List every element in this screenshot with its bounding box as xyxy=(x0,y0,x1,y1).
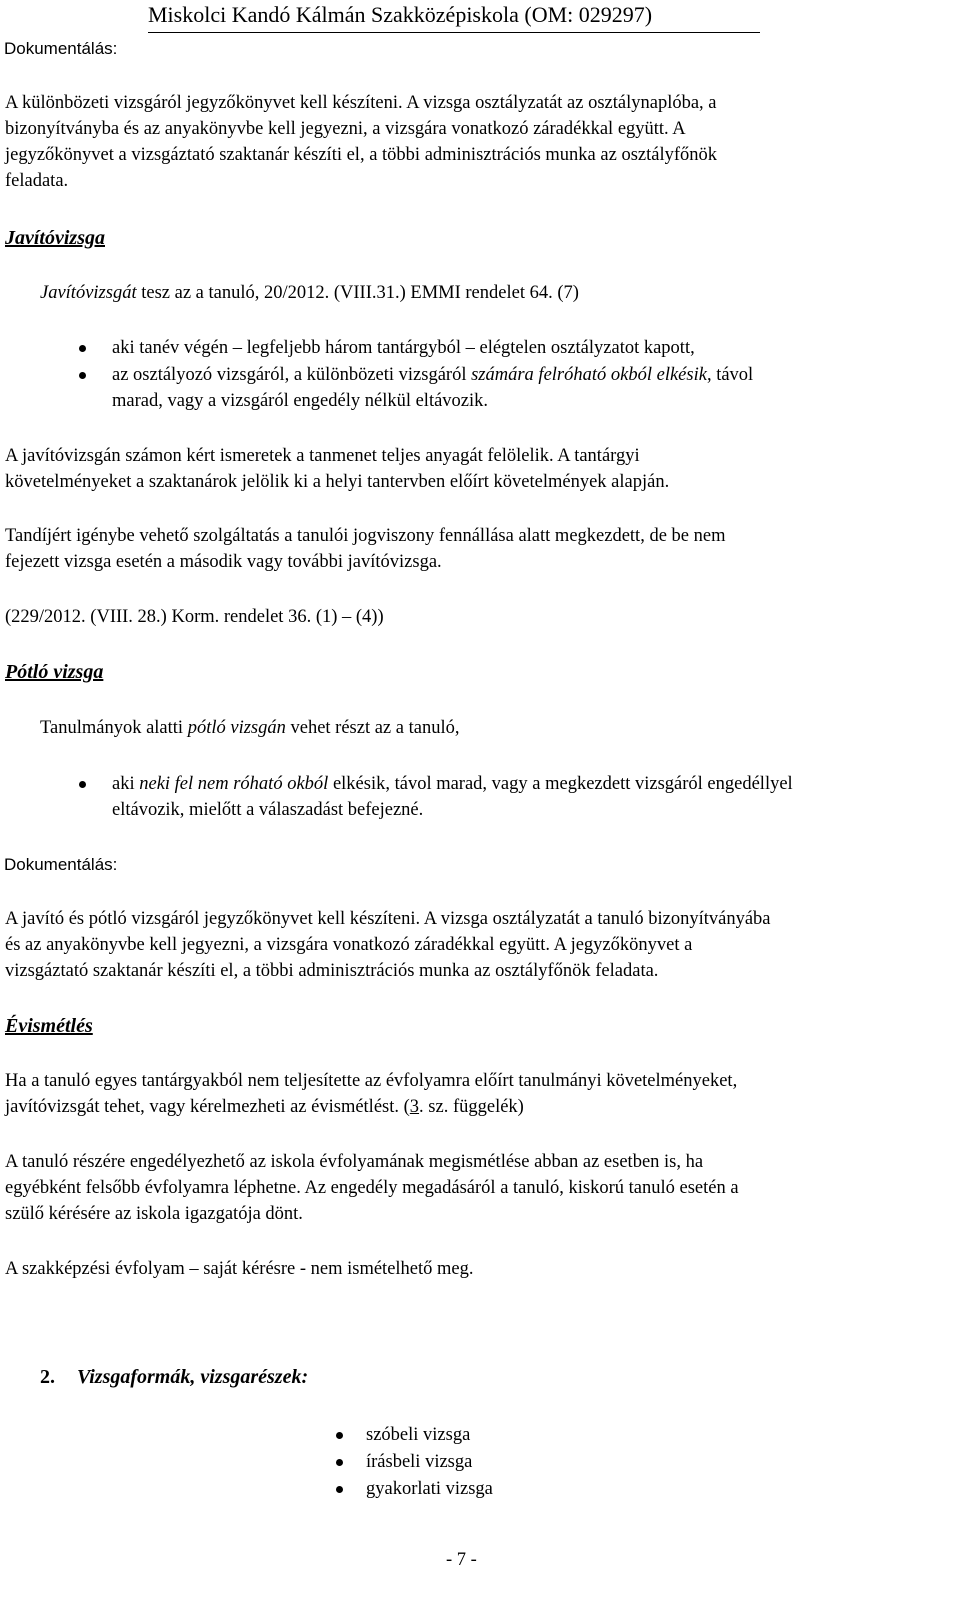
evismetles-p2-line3: szülő kérésére az iskola igazgatója dönt. xyxy=(5,1204,303,1224)
potlo-doc-line1: A javító és pótló vizsgáról jegyzőkönyvet kell készíteni. A vizsga osztályzatát a tanuló bizonyítványába xyxy=(5,909,771,929)
bullet-dot xyxy=(336,1486,343,1493)
bullet2-text: az osztályozó vizsgáról, a különbözeti vizsgáról xyxy=(112,365,472,385)
intro-line: feladata. xyxy=(5,171,69,191)
bullet-dot xyxy=(79,372,86,379)
evismetles-p2-line2: egyébként felsőbb évfolyamra léphetne. Az engedély megadásáról a tanuló, kiskorú tanuló esetén a xyxy=(5,1178,739,1198)
bullet-dot xyxy=(336,1459,343,1466)
potlo-bullet-italic: neki fel nem róható okból xyxy=(139,774,329,794)
potlo-bullet-line2: eltávozik, mielőtt a válaszadást befejezné. xyxy=(112,800,424,820)
evismetles-p2-line1: A tanuló részére engedélyezhető az iskola évfolyamának megismétlése abban az esetben is, ha xyxy=(5,1152,704,1172)
potlo-bullet-text: aki xyxy=(112,774,140,794)
javito-bullet-2-line2: marad, vagy a vizsgáról engedély nélkül eltávozik. xyxy=(112,391,489,411)
exam-form-item: írásbeli vizsga xyxy=(366,1452,473,1472)
javito-bullet-2 xyxy=(112,362,753,389)
intro-line: bizonyítványba és az anyakönyvbe kell jegyezni, a vizsgára vonatkozó záradékkal együtt. A xyxy=(5,119,686,139)
evismetles-p3: A szakképzési évfolyam – saját kérésre - nem ismételhető meg. xyxy=(5,1259,474,1279)
section-title: Vizsgaformák, vizsgarészek: xyxy=(77,1366,309,1388)
evismetles-p1-text-end: . sz. függelék) xyxy=(419,1097,524,1117)
potlo-bullet-text-end: elkésik, távol marad, vagy a megkezdett vizsgáról engedéllyel xyxy=(328,774,793,794)
javito-para1-line1: A javítóvizsgán számon kért ismeretek a tanmenet teljes anyagát felölelik. A tantárgyi xyxy=(5,446,640,466)
heading-javitovizsga: Javítóvizsga xyxy=(5,227,105,249)
exam-form-item: gyakorlati vizsga xyxy=(366,1479,493,1499)
javito-ref: (229/2012. (VIII. 28.) Korm. rendelet 36. (1) – (4)) xyxy=(5,607,384,627)
header-school-name: Miskolci Kandó Kálmán Szakközépiskola (OM: 029297) xyxy=(148,2,653,27)
javito-para1-line2: követelményeket a szaktanárok jelölik ki a helyi tantervben előírt követelmények alapján. xyxy=(5,472,670,492)
page-number: - 7 - xyxy=(446,1550,477,1570)
doc-label: Dokumentálás: xyxy=(4,39,118,58)
potlo-lead-italic: pótló vizsgán xyxy=(187,718,286,738)
potlo-lead-text-end: vehet részt az a tanuló, xyxy=(285,718,460,738)
javito-lead-rest: tesz az a tanuló, 20/2012. (VIII.31.) EMMI rendelet 64. (7) xyxy=(136,283,579,303)
potlo-doc-line2: és az anyakönyvbe kell jegyezni, a vizsgára vonatkozó záradékkal együtt. A jegyzőkönyvet a xyxy=(5,935,693,955)
javito-lead-italic: Javítóvizsgát xyxy=(40,283,137,303)
section-number: 2. xyxy=(40,1366,55,1388)
potlo-doc-line3: vizsgáztató szaktanár készíti el, a többi adminisztrációs munka az osztályfőnök feladata. xyxy=(5,961,659,981)
heading-evismetles: Évismétlés xyxy=(5,1015,93,1037)
bullet-dot xyxy=(336,1432,343,1439)
bullet2-text-end: , távol xyxy=(706,365,754,385)
potlo-lead xyxy=(40,715,459,742)
intro-line: A különbözeti vizsgáról jegyzőkönyvet kell készíteni. A vizsga osztályzatát az osztálynaplóba, a xyxy=(5,93,717,113)
javito-para2-line2: fejezett vizsga esetén a második vagy további javítóvizsga. xyxy=(5,552,442,572)
exam-form-item: szóbeli vizsga xyxy=(366,1425,471,1445)
bullet2-italic: számára felróható okból elkésik xyxy=(471,365,707,385)
heading-potlo-vizsga: Pótló vizsga xyxy=(5,661,104,683)
header-rule xyxy=(148,32,760,33)
evismetles-p1-line1: Ha a tanuló egyes tantárgyakból nem teljesítette az évfolyamra előírt tanulmányi követelményeket, xyxy=(5,1071,738,1091)
intro-line: jegyzőkönyvet a vizsgáztató szaktanár készíti el, a többi adminisztrációs munka az osztályfőnök xyxy=(5,145,718,165)
javito-lead xyxy=(40,280,579,307)
potlo-lead-text: Tanulmányok alatti xyxy=(40,718,188,738)
doc-label-2: Dokumentálás: xyxy=(4,855,118,874)
bullet-dot xyxy=(79,781,86,788)
potlo-bullet xyxy=(112,771,793,798)
javito-bullet-1: aki tanév végén – legfeljebb három tantárgyból – elégtelen osztályzatot kapott, xyxy=(112,338,695,358)
evismetles-p1-text: javítóvizsgát tehet, vagy kérelmezheti az évismétlést. ( xyxy=(5,1097,410,1117)
evismetles-p1-line2 xyxy=(5,1094,524,1121)
appendix-link[interactable]: 3 xyxy=(409,1097,420,1117)
bullet-dot xyxy=(79,345,86,352)
javito-para2-line1: Tandíjért igénybe vehető szolgáltatás a tanulói jogviszony fennállása alatt megkezdett, de be nem xyxy=(5,526,726,546)
